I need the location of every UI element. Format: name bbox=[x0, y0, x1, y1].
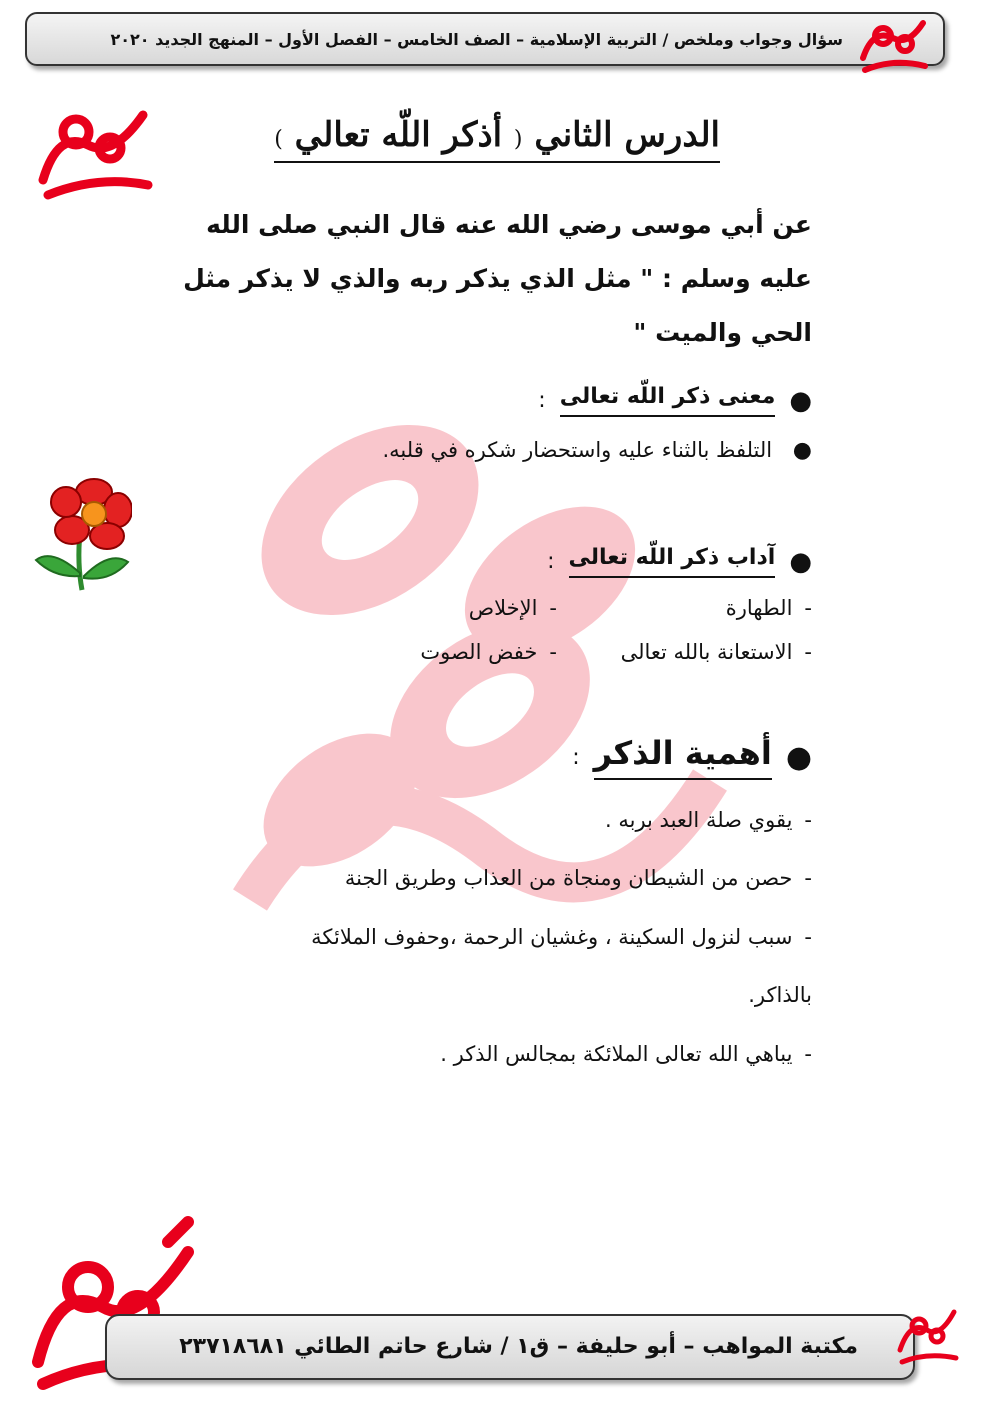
bullet-icon: ● bbox=[789, 385, 812, 416]
manners-row-2 bbox=[420, 640, 812, 664]
bullet-icon: ● bbox=[785, 739, 812, 775]
meaning-text: التلفظ بالثناء عليه واستحضار شكره في قلبه. bbox=[382, 438, 773, 462]
logo-mid bbox=[28, 90, 158, 200]
importance-item: -سبب لنزول السكينة ، وغشيان الرحمة ،وحفوف الملائكة bbox=[311, 925, 812, 949]
lesson-title-main: الدرس الثاني bbox=[534, 115, 720, 155]
hadith-text: عن أبي موسى رضي الله عنه قال النبي صلى الله عليه وسلم : " مثل الذي يذكر ربه والذي لا يذكر مثل الحي والميت " bbox=[183, 210, 812, 347]
lesson-paren-open: ( bbox=[513, 127, 523, 152]
importance-colon: : bbox=[572, 744, 580, 770]
importance-item: -حصن من الشيطان ومنجاة من العذاب وطريق الجنة bbox=[344, 866, 812, 890]
lesson-title bbox=[274, 115, 720, 163]
importance-item-cont: بالذاكر. bbox=[748, 983, 812, 1007]
lesson-paren-close: ) bbox=[274, 127, 283, 152]
manners-item: -الطهارة bbox=[725, 596, 812, 620]
meaning-colon: : bbox=[538, 388, 546, 413]
manners-item: -الإخلاص bbox=[468, 596, 557, 620]
importance-heading: أهمية الذكر bbox=[594, 734, 772, 780]
flower-icon bbox=[32, 478, 132, 596]
importance-item: -يقوي صلة العبد بربه . bbox=[604, 808, 812, 832]
header-bar bbox=[25, 12, 945, 66]
importance-section bbox=[572, 734, 812, 780]
bullet-icon: ● bbox=[789, 546, 812, 577]
manners-heading-row bbox=[547, 545, 812, 578]
manners-item: -خفض الصوت bbox=[420, 640, 557, 664]
header-title: سؤال وجواب وملخص / التربية الإسلامية – الصف الخامس – الفصل الأول – المنهج الجديد ٢٠٢٠ bbox=[110, 30, 843, 49]
footer-bar bbox=[105, 1314, 915, 1380]
meaning-section bbox=[538, 384, 812, 417]
logo-small-top bbox=[853, 8, 935, 78]
manners-heading: آداب ذكر اللّه تعالى bbox=[569, 545, 776, 578]
meaning-heading-row bbox=[538, 384, 812, 417]
manners-section bbox=[547, 545, 812, 578]
manners-item: -الاستعانة بالله تعالى bbox=[620, 640, 812, 664]
logo-small-bottom bbox=[892, 1300, 962, 1370]
meaning-heading: معنى ذكر اللّه تعالى bbox=[560, 384, 776, 417]
manners-colon: : bbox=[547, 549, 555, 574]
footer-text: مكتبة المواهب – أبو حليفة – ق١ / شارع حاتم الطائي ٢٣٧١٨٦٨١ bbox=[179, 1334, 858, 1359]
manners-row-1 bbox=[469, 596, 812, 620]
lesson-subtitle: أذكر اللّه تعالي bbox=[294, 115, 503, 155]
importance-item: -يباهي الله تعالى الملائكة بمجالس الذكر . bbox=[440, 1042, 812, 1066]
bullet-icon: ● bbox=[792, 438, 812, 463]
meaning-text-row bbox=[383, 438, 813, 463]
importance-heading-row bbox=[572, 734, 812, 780]
